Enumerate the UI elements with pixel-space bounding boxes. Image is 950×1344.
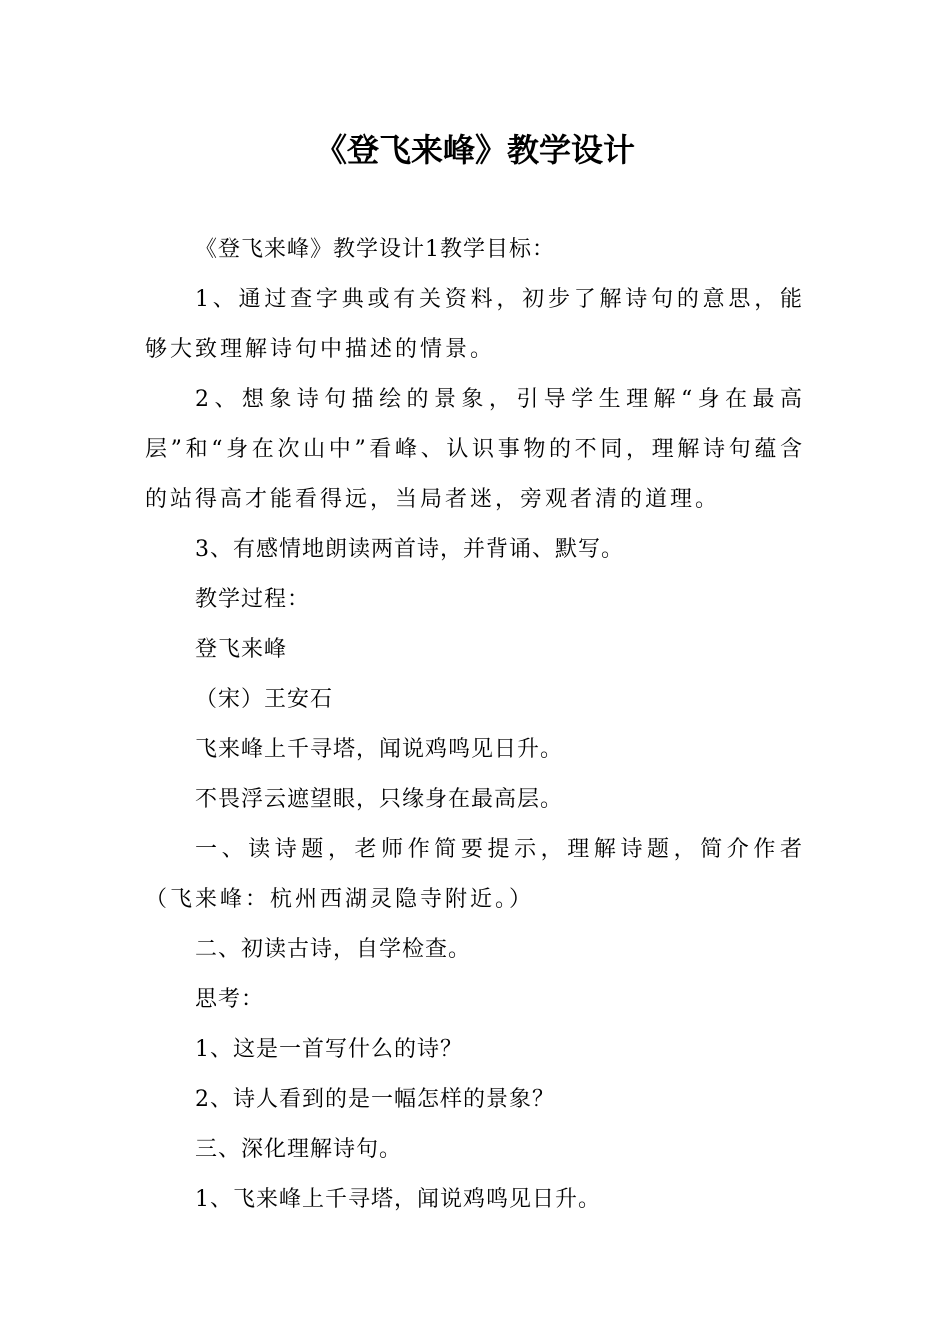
paragraph-step-2: 二、初读古诗，自学检查。 [195, 937, 472, 962]
paragraph-question-1: 1、这是一首写什么的诗？ [195, 1037, 463, 1062]
paragraph-question-2: 2、诗人看到的是一幅怎样的景象？ [195, 1087, 555, 1112]
paragraph-process-heading: 教学过程： [195, 587, 311, 612]
paragraph-step-3: 三、深化理解诗句。 [195, 1137, 403, 1162]
paragraph-objective-2: 2、想象诗句描绘的景象，引导学生理解“身在最高层”和“身在次山中”看峰、认识事物的不同，理解诗句蕴含的站得高才能看得远，当局者迷，旁观者清的道理。 [145, 387, 805, 512]
paragraph-step-3-line-1: 1、飞来峰上千寻塔，闻说鸡鸣见日升。 [195, 1187, 601, 1212]
poem-author: （宋）王安石 [195, 687, 334, 712]
document-title: 《登飞来峰》教学设计 [314, 131, 635, 169]
paragraph-step-1: 一、读诗题，老师作简要提示，理解诗题，简介作者（飞来峰：杭州西湖灵隐寺附近。） [145, 837, 805, 912]
paragraph-heading-objectives: 《登飞来峰》教学设计1教学目标： [195, 237, 555, 262]
paragraph-think-heading: 思考： [195, 987, 265, 1012]
paragraph-objective-3: 3、有感情地朗读两首诗，并背诵、默写。 [195, 537, 624, 562]
poem-line-1: 飞来峰上千寻塔，闻说鸡鸣见日升。 [195, 737, 564, 762]
poem-line-2: 不畏浮云遮望眼，只缘身在最高层。 [195, 787, 564, 812]
paragraph-objective-1: 1、通过查字典或有关资料，初步了解诗句的意思，能够大致理解诗句中描述的情景。 [145, 287, 805, 362]
document-body [145, 225, 805, 1225]
poem-title: 登飞来峰 [195, 637, 288, 662]
